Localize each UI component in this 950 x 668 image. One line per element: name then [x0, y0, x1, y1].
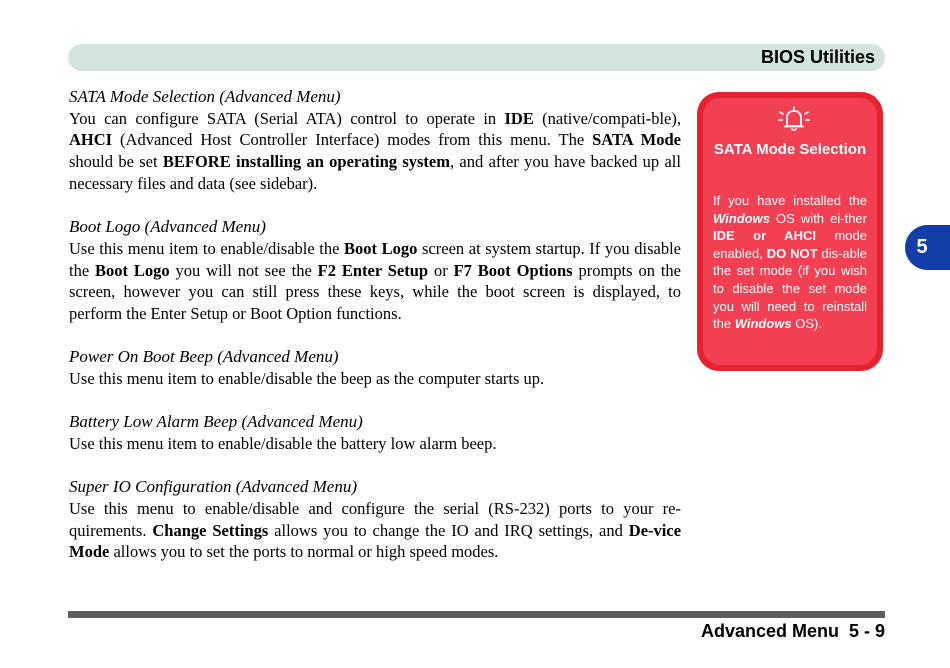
text-run: OS).	[791, 316, 822, 332]
text-run: mode enabled,	[713, 228, 867, 261]
section-body	[69, 433, 681, 455]
section-heading: Super IO Configuration (Advanced Menu)	[69, 477, 357, 497]
warning-sidebar-panel	[703, 98, 877, 365]
warning-sidebar	[697, 92, 883, 371]
section-heading: Battery Low Alarm Beep (Advanced Menu)	[69, 412, 363, 432]
text-run: OS with ei-ther	[769, 210, 867, 226]
bold-term: Change Settings	[152, 520, 269, 540]
text-run: allows you to set the ports to normal or high speed modes.	[109, 542, 499, 562]
text-run: you will not see the	[169, 260, 318, 280]
text-run: (Advanced Host Controller Interface) modes from this menu. The	[112, 130, 593, 150]
text-run: If you have installed the	[713, 193, 867, 208]
section-heading: SATA Mode Selection (Advanced Menu)	[69, 87, 341, 106]
text-run: Use this menu item to enable/disable the	[69, 238, 345, 258]
chapter-number: 5	[916, 236, 928, 258]
alarm-bell-icon	[778, 105, 810, 133]
main-content	[69, 86, 681, 585]
chapter-tab	[905, 225, 950, 270]
section-body	[69, 238, 681, 325]
footer-rule	[68, 611, 885, 618]
text-run: Use this menu item to enable/disable the battery low alarm beep.	[69, 433, 497, 453]
bold-term: De-vice Mode	[69, 520, 682, 562]
text-run: (native/compati-ble),	[533, 108, 681, 128]
emphasis-term: Windows	[713, 210, 770, 226]
section-heading: Boot Logo (Advanced Menu)	[69, 217, 266, 237]
section-heading: Power On Boot Beep (Advanced Menu)	[69, 347, 339, 367]
sidebar-body	[713, 192, 867, 333]
bold-term: Boot Logo	[344, 238, 418, 258]
text-run: prompts on the screen, however you can still press these keys, while the boot screen is displayed, to perform the Enter Setup or Boot Option functions.	[69, 260, 681, 323]
text-run: allows you to change the IO and IRQ settings, and	[268, 520, 629, 540]
section-boot-logo	[69, 216, 681, 325]
bold-term: F2 Enter Setup	[317, 260, 429, 280]
text-run: , and after you have backed up all necessary files and data (see sidebar).	[69, 152, 681, 193]
footer-title: Advanced Menu 5 - 9	[700, 621, 885, 641]
emphasis-term: Windows	[734, 316, 792, 332]
text-run: should be set	[69, 152, 163, 172]
section-body	[69, 108, 681, 195]
bold-term: DO NOT	[766, 245, 818, 261]
text-run: or	[428, 260, 454, 280]
header-bar	[68, 44, 885, 71]
bold-term: Boot Logo	[95, 260, 170, 280]
section-battery-low-alarm-beep	[69, 411, 681, 454]
bold-term: IDE or AHCI	[713, 228, 816, 244]
section-super-io-configuration	[69, 476, 681, 563]
bold-term: AHCI	[69, 130, 113, 150]
bold-term: IDE	[504, 108, 534, 128]
text-run: You can configure SATA (Serial ATA) control to operate in	[69, 108, 505, 128]
sidebar-title: SATA Mode Selection	[713, 141, 867, 158]
text-run: dis-able the set mode (if you wish to disable the set mode you will need to reinstall the	[713, 245, 867, 332]
text-run: Use this menu to enable/disable and configure the serial (RS-232) ports to your re-quirements.	[69, 498, 681, 540]
section-sata-mode	[69, 86, 681, 195]
text-run: screen at system startup. If you disable the	[69, 238, 681, 280]
section-body	[69, 368, 681, 390]
section-body	[69, 498, 681, 563]
section-power-on-boot-beep	[69, 346, 681, 389]
bold-term: BEFORE installing an operating system	[162, 152, 450, 172]
text-run: Use this menu item to enable/disable the beep as the computer starts up.	[69, 368, 545, 388]
header-title: BIOS Utilities	[760, 47, 875, 67]
bold-term: SATA Mode	[592, 130, 681, 150]
bold-term: F7 Boot Options	[453, 260, 573, 280]
